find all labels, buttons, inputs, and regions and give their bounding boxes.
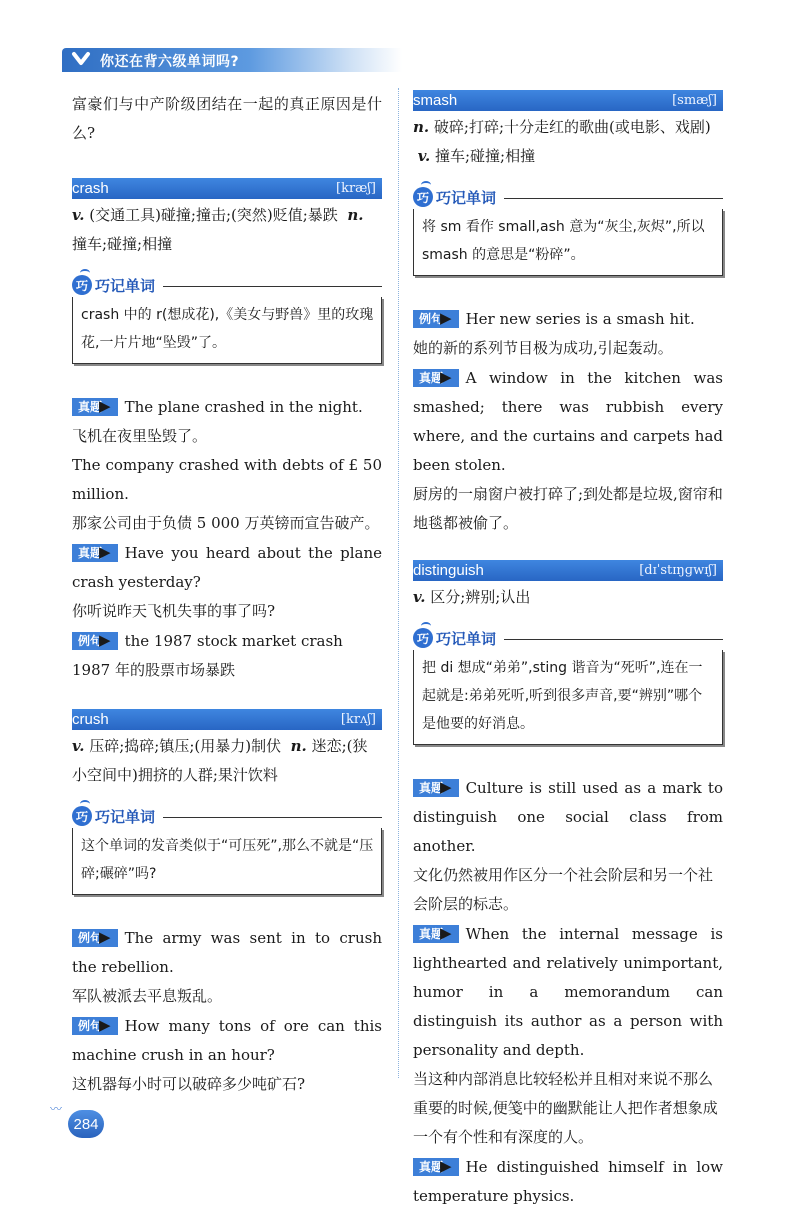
example-sentence [413,304,723,334]
word-header-smash [413,90,723,111]
example-sentence [72,538,382,597]
exam-tag: 真题 [413,779,459,797]
tip-label: 巧记单词 [436,629,497,648]
example-sentence [413,1152,723,1211]
chapter-header [62,48,402,72]
example-translation: 文化仍然被用作区分一个社会阶层和另一个社会阶层的标志。 [413,866,714,913]
examples-list [72,392,382,685]
play-arrow-icon: ▶ [440,778,452,796]
birds-icon: 〰 [50,1102,63,1116]
definition-text: 撞车;碰撞;相撞 [72,235,173,253]
phonetic: [smæʃ] [672,93,717,108]
definition-text: 撞车;碰撞;相撞 [435,147,536,165]
pos-label: v. [72,737,85,755]
memory-tip: crash 中的 r(想成花),《美女与野兽》里的玫瑰花,一片片地“坠毁”了。 [72,297,382,364]
example-sentence [72,451,382,509]
tip-label: 巧记单词 [95,276,156,295]
example-sentence [72,1011,382,1070]
example-english: the 1987 stock market crash [124,632,343,650]
tip-icon: 巧 [72,275,92,295]
pos-label: n. [347,206,364,224]
example-english: When the internal message is lighthearted and relatively unimportant, humor in a memorandum can distinguish its author as a person with personality and depth. [413,925,723,1059]
exam-tag: 真题 [72,544,118,562]
example-sentence [413,919,723,1065]
headword: crash [72,180,109,197]
example-translation: 当这种内部消息比较轻松并且相对来说不那么重要的时候,便笺中的幽默能让人把作者想象成一个有个性和有深度的人。 [413,1070,718,1146]
phonetic: [krʌʃ] [340,712,376,727]
example-sentence [72,923,382,982]
pos-label: v. [72,206,85,224]
memory-tip: 把 di 想成“弟弟”,sting 谐音为“死听”,连在一起就是:弟弟死听,听到很多声音,要“辨别”哪个是他要的好消息。 [413,650,723,745]
definition-text: 区分;辨别;认出 [430,588,531,606]
play-arrow-icon: ▶ [440,924,452,942]
example-tag: 例句 [72,929,118,947]
definition [413,113,723,171]
chapter-title: 你还在背六级单词吗? [100,54,240,70]
example-translation: 她的新的系列节目极为成功,引起轰动。 [413,339,673,357]
tip-label: 巧记单词 [436,188,497,207]
definition-text: 压碎;捣碎;镇压;(用暴力)制伏 [89,737,282,755]
headword: distinguish [413,562,484,579]
play-arrow-icon: ▶ [99,1016,111,1034]
example-sentence [413,773,723,861]
pos-label: v. [417,147,431,165]
headword: crush [72,711,109,728]
example-translation: 这机器每小时可以破碎多少吨矿石? [72,1075,306,1093]
play-arrow-icon: ▶ [440,309,452,327]
phonetic: [kræʃ] [336,181,376,196]
headword: smash [413,92,458,109]
example-english: A window in the kitchen was smashed; there was rubbish every where, and the curtains and carpets had been stolen. [413,369,723,474]
column-divider [398,88,399,1078]
example-translation: 军队被派去平息叛乱。 [72,987,223,1005]
exam-tag: 真题 [413,1158,459,1176]
memory-tip: 这个单词的发音类似于“可压死”,那么不就是“压碎;碾碎”吗? [72,828,382,895]
example-tag: 例句 [413,310,459,328]
exam-tag: 真题 [413,369,459,387]
word-header-distinguish [413,560,723,581]
example-english: Her new series is a smash hit. [465,310,695,328]
definition-text: (交通工具)碰撞;撞击;(突然)贬值;暴跌 [89,206,338,224]
tip-icon: 巧 [413,187,433,207]
example-translation: 你听说昨天飞机失事的事了吗? [72,602,276,620]
examples-list [413,773,723,1211]
pos-label: n. [413,118,430,136]
example-tag: 例句 [72,1017,118,1035]
play-arrow-icon: ▶ [440,1157,452,1175]
definition [72,732,382,790]
play-arrow-icon: ▶ [99,397,111,415]
left-column [72,90,382,1099]
checkmark-icon [70,48,92,70]
memory-tip: 将 sm 看作 small,ash 意为“灰尘,灰烬”,所以 smash 的意思是“粉碎”。 [413,209,723,276]
tip-label: 巧记单词 [95,807,156,826]
divider [504,639,723,640]
play-arrow-icon: ▶ [99,631,111,649]
tip-header [413,626,723,650]
examples-list [72,923,382,1099]
definition-text: 破碎;打碎;十分走红的歌曲(或电影、戏剧) [433,118,711,136]
example-english: Have you heard about the plane crash yesterday? [72,544,382,591]
example-translation: 1987 年的股票市场暴跌 [72,661,235,679]
intro-text: 富豪们与中产阶级团结在一起的真正原因是什么? [72,95,382,142]
example-sentence [72,392,382,422]
example-english: Culture is still used as a mark to distinguish one social class from another. [413,779,723,855]
definition [72,201,382,259]
example-english: How many tons of ore can this machine crush in an hour? [72,1017,382,1064]
example-tag: 例句 [72,632,118,650]
word-header-crush [72,709,382,730]
pos-label: v. [413,588,426,606]
divider [163,286,382,287]
example-english: The company crashed with debts of £ 50 million. [72,456,382,503]
right-column [413,90,723,1211]
example-translation: 飞机在夜里坠毁了。 [72,427,208,445]
divider [163,817,382,818]
exam-tag: 真题 [72,398,118,416]
play-arrow-icon: ▶ [440,368,452,386]
example-sentence [413,363,723,480]
word-header-crash [72,178,382,199]
definition [413,583,723,612]
tip-header [72,273,382,297]
example-sentence [72,626,382,656]
examples-list [413,304,723,538]
tip-header [72,804,382,828]
tip-icon: 巧 [413,628,433,648]
definition-text: 迷恋;(狭小空间中)拥挤的人群;果汁饮料 [72,737,368,784]
example-translation: 那家公司由于负债 5 000 万英镑而宣告破产。 [72,514,380,532]
example-english: The plane crashed in the night. [124,398,363,416]
tip-header [413,185,723,209]
pos-label: n. [290,737,307,755]
example-translation: 厨房的一扇窗户被打碎了;到处都是垃圾,窗帘和地毯都被偷了。 [413,485,723,532]
exam-tag: 真题 [413,925,459,943]
tip-icon: 巧 [72,806,92,826]
page-number: 284 [68,1110,104,1138]
play-arrow-icon: ▶ [99,543,111,561]
phonetic: [dɪˈstɪŋɡwɪʃ] [639,563,717,578]
play-arrow-icon: ▶ [99,928,111,946]
example-english: The army was sent in to crush the rebellion. [72,929,382,976]
example-english: He distinguished himself in low temperature physics. [413,1158,723,1205]
divider [504,198,723,199]
